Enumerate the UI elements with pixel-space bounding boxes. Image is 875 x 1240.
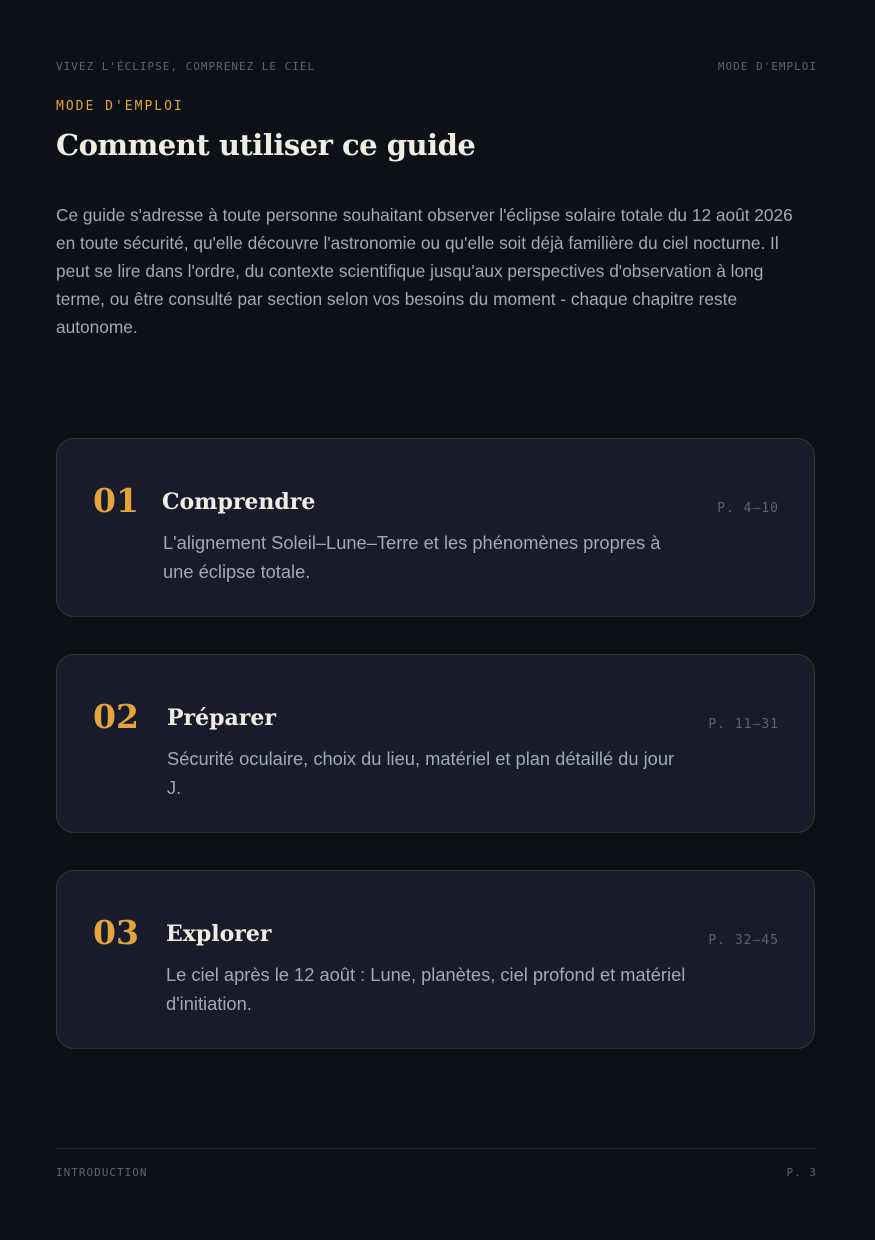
intro-paragraph: Ce guide s'adresse à toute personne souhaitant observer l'éclipse solaire totale du 12 août 2026 en toute sécurité, qu'elle découvre l'astronomie ou qu'elle soit déjà familière du ciel nocturne. Il peut se lire dans l'ordre, du contexte scientifique jusqu'aux perspectives d'observation à long terme, ou être consulté par section selon vos besoins du moment - chaque chapitre reste autonome. bbox=[56, 205, 793, 337]
page-title: Comment utiliser ce guide bbox=[56, 128, 476, 162]
section-card-preparer bbox=[56, 654, 815, 833]
section-page-range: P. 11–31 bbox=[708, 717, 779, 732]
section-number: 02 bbox=[93, 697, 139, 736]
section-title: Comprendre bbox=[162, 489, 316, 515]
running-header bbox=[56, 60, 817, 73]
page-number: P. 3 bbox=[786, 1166, 817, 1179]
section-number: 01 bbox=[93, 481, 139, 520]
section-eyebrow: MODE D'EMPLOI bbox=[56, 99, 184, 114]
section-card-explorer bbox=[56, 870, 815, 1049]
section-title: Préparer bbox=[167, 705, 276, 731]
footer-divider bbox=[56, 1148, 817, 1149]
section-page-range: P. 32–45 bbox=[708, 933, 779, 948]
page-footer bbox=[56, 1166, 817, 1179]
section-page-range: P. 4–10 bbox=[717, 501, 779, 516]
section-card-comprendre bbox=[56, 438, 815, 617]
section-title: Explorer bbox=[166, 921, 272, 947]
footer-chapter: INTRODUCTION bbox=[56, 1166, 148, 1179]
section-description: L'alignement Soleil–Lune–Terre et les phénomènes propres à une éclipse totale. bbox=[163, 532, 661, 582]
running-header-title: VIVEZ L'ÉCLIPSE, COMPRENEZ LE CIEL bbox=[56, 60, 316, 73]
section-description: Le ciel après le 12 août : Lune, planètes, ciel profond et matériel d'initiation. bbox=[166, 964, 686, 1014]
running-header-section: MODE D'EMPLOI bbox=[717, 60, 817, 73]
section-number: 03 bbox=[93, 913, 139, 952]
section-description: Sécurité oculaire, choix du lieu, matériel et plan détaillé du jour J. bbox=[167, 748, 675, 798]
